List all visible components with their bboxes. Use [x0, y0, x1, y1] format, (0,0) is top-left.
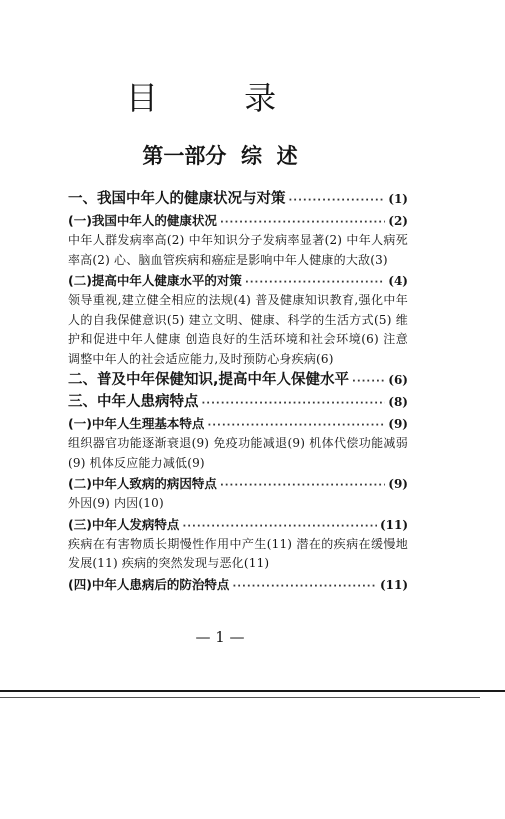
- toc-entry-label: (一)我国中年人的健康状况: [68, 213, 217, 228]
- toc-subtopics: 领导重视,建立健全相应的法规(4) 普及健康知识教育,强化中年人的自我保健意识(5) 建立文明、健康、科学的生活方式(5) 维护和促进中年人健康 创造良好的生活环境和社会环境(6) 注意调整中年人的社会适应能力,及时预防心身疾病(6): [68, 293, 408, 366]
- dot-leader: [232, 576, 377, 597]
- toc-entry[interactable]: [68, 514, 408, 535]
- toc-entry-label: (二)提高中年人健康水平的对策: [68, 273, 242, 288]
- toc-entry-label: 二、普及中年保健知识,提高中年人保健水平: [68, 372, 350, 388]
- dot-leader: [207, 415, 385, 436]
- toc-entry-page: (6): [388, 373, 408, 387]
- toc-entry[interactable]: [68, 210, 408, 231]
- toc-entry-page: (11): [379, 517, 408, 532]
- dot-leader: [182, 516, 377, 537]
- toc-entry-page: (9): [388, 417, 408, 431]
- toc-entry-label: 一、我国中年人的健康状况与对策: [68, 191, 286, 207]
- toc-entry-page: (8): [388, 395, 408, 409]
- dot-leader: [220, 212, 385, 233]
- toc-entry-page: (9): [388, 477, 408, 491]
- dot-leader: [289, 190, 386, 212]
- toc-entry-label: (三)中年人发病特点: [68, 516, 180, 532]
- toc-entry-page: (4): [388, 274, 408, 288]
- toc-subtopics: 外因(9) 内因(10): [68, 496, 164, 510]
- bottom-rule-thin: [0, 697, 480, 698]
- toc-entry-label: (一)中年人生理基本特点: [68, 416, 205, 431]
- toc-entry[interactable]: [68, 369, 408, 391]
- toc-subtopics: 中年人群发病率高(2) 中年知识分子发病率显著(2) 中年人病死率高(2) 心、脑血管疾病和癌症是影响中年人健康的大敌(3): [68, 233, 408, 267]
- toc-subtopics: 疾病在有害物质长期慢性作用中产生(11) 潜在的疾病在缓慢地发展(11) 疾病的突然发现与恶化(11): [68, 536, 408, 570]
- toc-entry[interactable]: [68, 413, 408, 434]
- page-title: 目 录: [125, 79, 315, 117]
- dot-leader: [245, 272, 385, 293]
- toc-entry-label: 三、中年人患病特点: [68, 394, 199, 410]
- toc-entry[interactable]: [68, 473, 408, 494]
- toc-entry[interactable]: [68, 574, 408, 595]
- dot-leader: [352, 371, 385, 393]
- toc-entry-page: (11): [379, 577, 408, 592]
- table-of-contents: [68, 188, 408, 595]
- toc-entry-page: (1): [388, 192, 408, 206]
- toc-entry[interactable]: [68, 391, 408, 413]
- toc-entry-page: (2): [388, 214, 408, 228]
- toc-subtopics: 组织器官功能逐渐衰退(9) 免疫功能减退(9) 机体代偿功能减弱(9) 机体反应能力减低(9): [68, 436, 408, 470]
- part-heading: 第一部分 综 述: [142, 144, 298, 168]
- dot-leader: [202, 393, 386, 415]
- toc-entry[interactable]: [68, 270, 408, 291]
- toc-entry-label: (二)中年人致病的病因特点: [68, 476, 217, 491]
- toc-entry-label: (四)中年人患病后的防治特点: [68, 576, 230, 592]
- toc-entry[interactable]: [68, 188, 408, 210]
- page-number: — 1 —: [195, 628, 245, 646]
- bottom-rule: [0, 690, 505, 692]
- dot-leader: [220, 475, 385, 496]
